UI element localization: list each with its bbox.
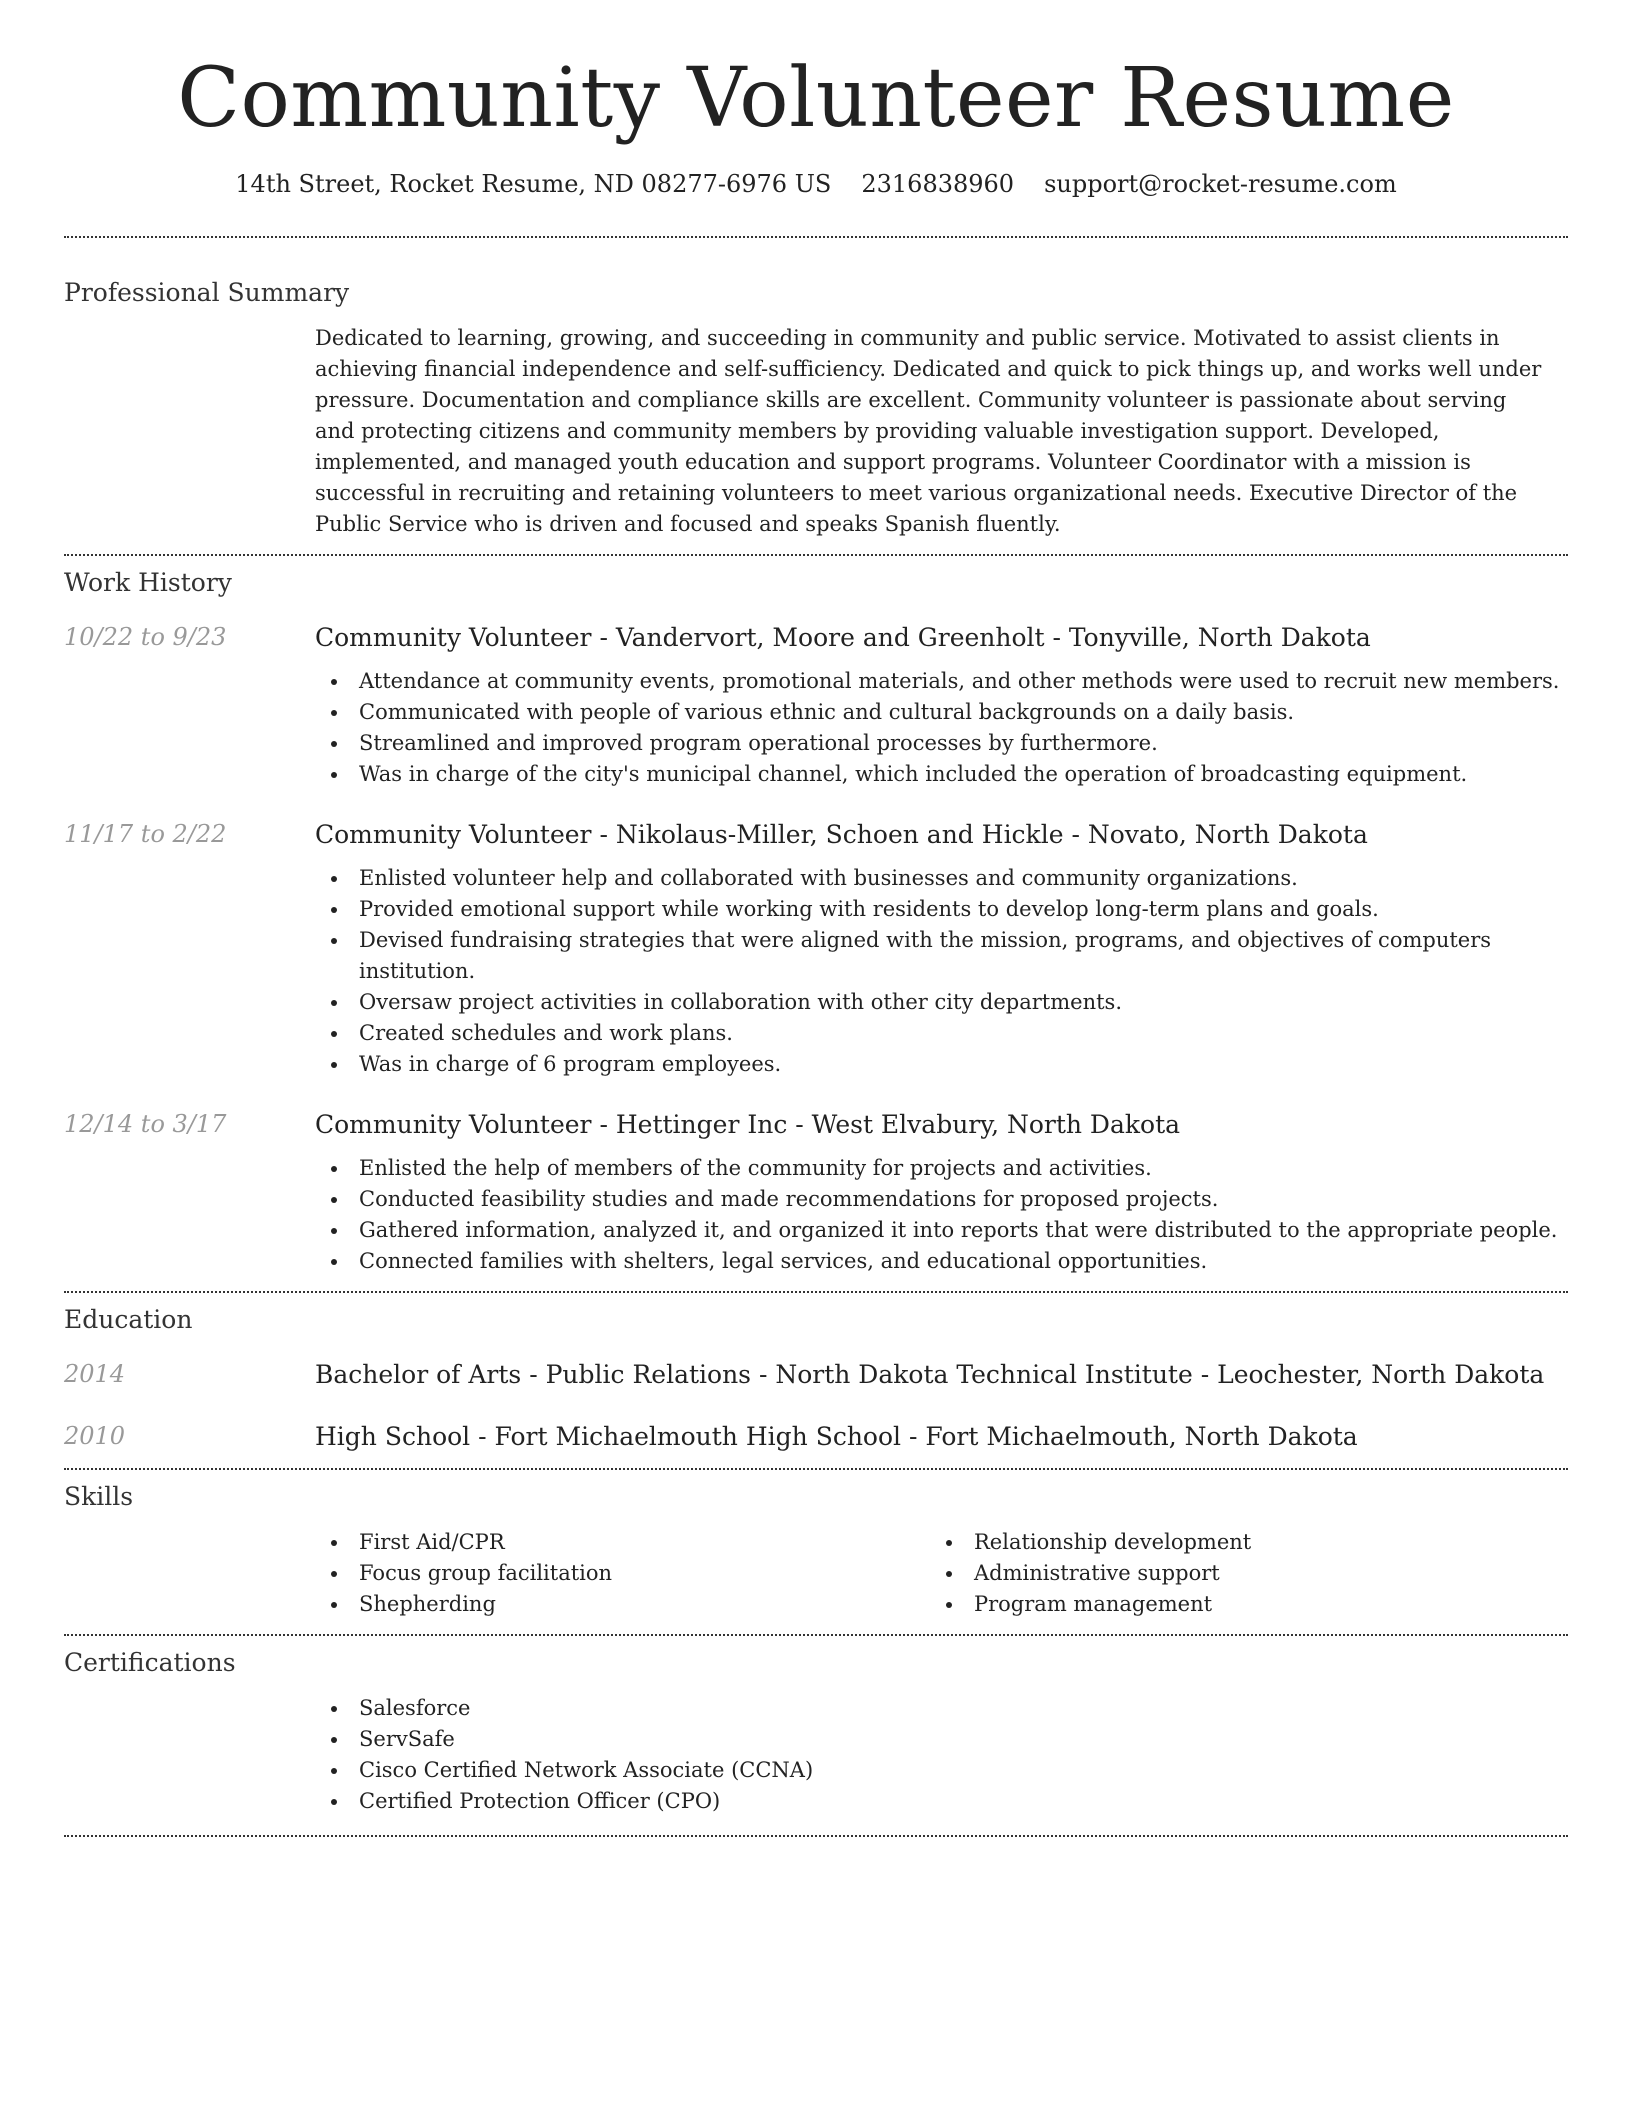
list-item: Gathered information, analyzed it, and organized it into reports that were distributed to the appropriate people.: [315, 1215, 1568, 1246]
list-item: Certified Protection Officer (CPO): [315, 1786, 1568, 1817]
list-item: Program management: [930, 1589, 1545, 1620]
job-bullets: [315, 863, 1568, 1080]
divider: [64, 1468, 1568, 1470]
job-entry: [64, 623, 1568, 790]
certifications-list: [315, 1693, 1568, 1817]
list-item: Provided emotional support while working with residents to develop long-term plans and goals.: [315, 894, 1568, 925]
certifications-heading: Certifications: [64, 1648, 236, 1678]
list-item: Streamlined and improved program operational processes by furthermore.: [315, 728, 1568, 759]
job-title: Community Volunteer - Hettinger Inc - West Elvabury, North Dakota: [315, 1110, 1181, 1140]
list-item: Administrative support: [930, 1558, 1545, 1589]
list-item: ServSafe: [315, 1724, 1568, 1755]
skills-list-left: [315, 1527, 930, 1620]
summary-text: Dedicated to learning, growing, and succeeding in community and public service. Motivated to assist clients in achieving financial independence and self-sufficiency. Dedicated and quick to pick things up, and works well under pressure. Documentation and compliance skills are excellent. Community volunteer is passionate about serving and protecting citizens and community members by providing valuable investigation support. Developed, implemented, and managed youth education and support programs. Volunteer Coordinator with a mission is successful in recruiting and retaining volunteers to meet various organizational needs. Executive Director of the Public Service who is driven and focused and speaks Spanish fluently.: [315, 326, 1542, 537]
education-year: 2010: [64, 1422, 126, 1451]
divider: [64, 554, 1568, 556]
list-item: Conducted feasibility studies and made recommendations for proposed projects.: [315, 1184, 1568, 1215]
list-item: Was in charge of 6 program employees.: [315, 1049, 1568, 1080]
list-item: Created schedules and work plans.: [315, 1018, 1568, 1049]
list-item: Salesforce: [315, 1693, 1568, 1724]
list-item: Oversaw project activities in collaboration with other city departments.: [315, 987, 1568, 1018]
education-year: 2014: [64, 1360, 126, 1389]
work-history-heading: Work History: [64, 568, 232, 598]
list-item: Cisco Certified Network Associate (CCNA): [315, 1755, 1568, 1786]
list-item: Connected families with shelters, legal services, and educational opportunities.: [315, 1246, 1568, 1277]
job-dates: 10/22 to 9/23: [64, 623, 227, 652]
list-item: Shepherding: [315, 1589, 930, 1620]
certifications-section: [64, 1648, 1568, 1817]
list-item: Enlisted the help of members of the community for projects and activities.: [315, 1153, 1568, 1184]
work-history-section: [64, 568, 1568, 1277]
resume-name: Community Volunteer Resume: [177, 51, 1455, 146]
contact-line: [64, 170, 1568, 198]
list-item: Attendance at community events, promotional materials, and other methods were used to recruit new members.: [315, 666, 1568, 697]
list-item: Enlisted volunteer help and collaborated with businesses and community organizations.: [315, 863, 1568, 894]
skills-section: [64, 1482, 1568, 1620]
contact-email: support@rocket-resume.com: [1044, 170, 1397, 199]
skills-list-right: [930, 1527, 1545, 1620]
summary-heading: Professional Summary: [64, 278, 350, 308]
list-item: Devised fundraising strategies that were aligned with the mission, programs, and objectives of computers institution.: [315, 925, 1568, 987]
summary-section: [64, 278, 1568, 540]
job-bullets: [315, 666, 1568, 790]
divider: [64, 1634, 1568, 1636]
divider: [64, 1291, 1568, 1293]
contact-phone: 2316838960: [861, 170, 1015, 199]
list-item: Relationship development: [930, 1527, 1545, 1558]
job-dates: 12/14 to 3/17: [64, 1110, 227, 1139]
education-entry: [64, 1422, 1568, 1451]
job-entry: [64, 820, 1568, 1080]
education-heading: Education: [64, 1305, 193, 1335]
skills-heading: Skills: [64, 1482, 134, 1512]
job-bullets: [315, 1153, 1568, 1277]
divider: [64, 1835, 1568, 1837]
list-item: Focus group facilitation: [315, 1558, 930, 1589]
contact-address: 14th Street, Rocket Resume, ND 08277-6976 US: [235, 170, 832, 199]
education-section: [64, 1305, 1568, 1451]
job-dates: 11/17 to 2/22: [64, 820, 227, 849]
job-title: Community Volunteer - Nikolaus-Miller, Schoen and Hickle - Novato, North Dakota: [315, 820, 1368, 850]
divider: [64, 236, 1568, 238]
list-item: Communicated with people of various ethnic and cultural backgrounds on a daily basis.: [315, 697, 1568, 728]
list-item: First Aid/CPR: [315, 1527, 930, 1558]
education-title: Bachelor of Arts - Public Relations - North Dakota Technical Institute - Leochester, North Dakota: [315, 1360, 1545, 1390]
list-item: Was in charge of the city's municipal channel, which included the operation of broadcasting equipment.: [315, 759, 1568, 790]
job-title: Community Volunteer - Vandervort, Moore and Greenholt - Tonyville, North Dakota: [315, 623, 1371, 653]
education-title: High School - Fort Michaelmouth High School - Fort Michaelmouth, North Dakota: [315, 1422, 1358, 1452]
education-entry: [64, 1360, 1568, 1389]
job-entry: [64, 1110, 1568, 1277]
